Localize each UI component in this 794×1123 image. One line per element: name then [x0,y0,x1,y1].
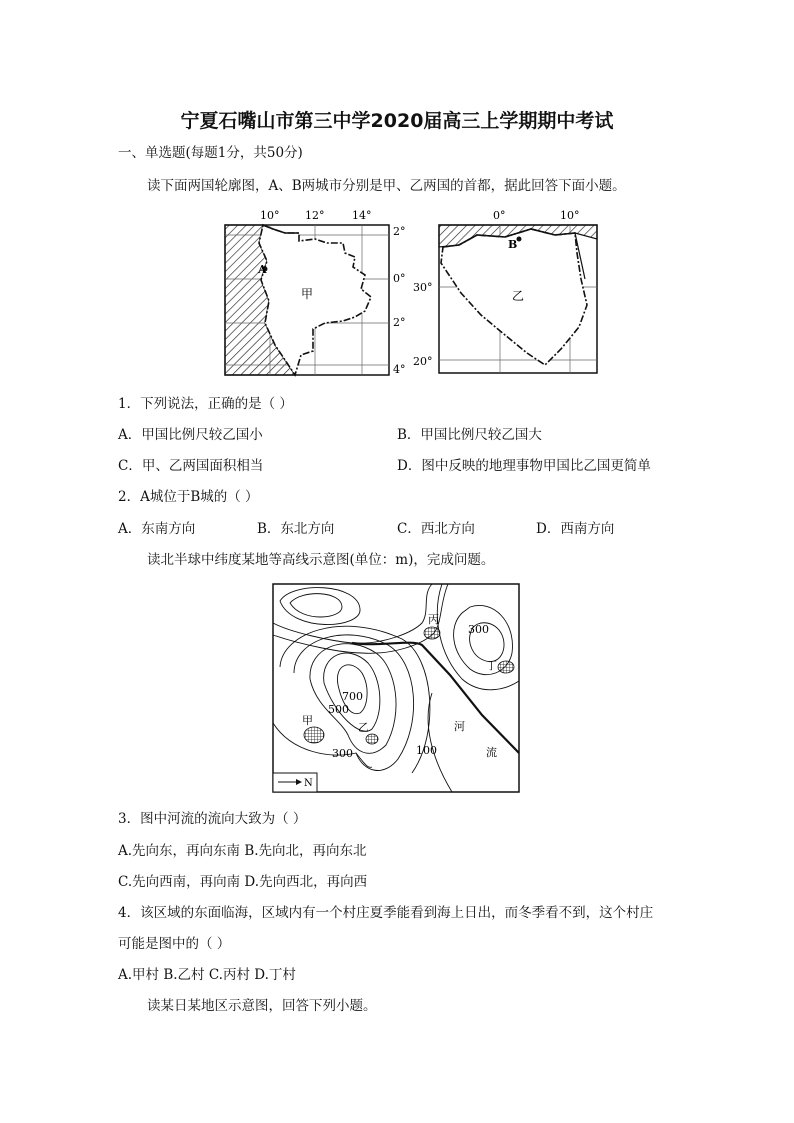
contour-label-300-east: 300 [468,623,489,636]
village-jia-label: 甲 [302,714,313,727]
city-b-label: B [508,238,518,251]
q3-stem: 3．图中河流的流向大致为（ ） [118,811,307,827]
lon-label-12: 12° [305,209,325,222]
q2-option-c: C．西北方向 [397,521,475,537]
lon-label-10e: 10° [560,209,580,222]
q1-option-b: B．甲国比例尺较乙国大 [397,427,542,443]
q1-stem: 1．下列说法，正确的是（ ） [118,396,293,412]
q1-option-d: D．图中反映的地理事物甲国比乙国更简单 [397,458,651,474]
contour-label-300-west: 300 [332,747,353,760]
lon-label-14: 14° [352,209,372,222]
contour-label-700: 700 [342,690,363,703]
village-bing-label: 丙 [428,613,439,626]
lon-label-10: 10° [260,209,280,222]
map-jia [225,209,406,376]
lat-label-20: 20° [413,355,433,368]
map-yi [413,209,597,373]
q4-options: A.甲村 B.乙村 C.丙村 D.丁村 [118,967,296,983]
lat-label-4s: 4° [393,363,406,376]
q4-stem-line2: 可能是图中的（ ） [118,936,231,952]
village-yi-label: 乙 [358,721,369,734]
intro-text-2: 读北半球中纬度某地等高线示意图(单位：m)，完成问题。 [147,552,495,568]
river-label-liu: 流 [486,746,497,759]
north-arrow-label: N [304,778,313,789]
q2-option-d: D．西南方向 [536,521,615,537]
city-a-label: A [258,263,267,276]
q2-option-b: B．东北方向 [257,521,335,537]
lon-label-0: 0° [493,209,506,222]
q3-options-ab: A.先向东，再向东南 B.先向北，再向东北 [118,843,367,859]
q2-stem: 2．A城位于B城的（ ） [118,489,259,505]
q1-option-c: C．甲、乙两国面积相当 [118,458,264,474]
contour-map [272,583,522,795]
river-label-he: 河 [454,720,465,733]
lat-label-0: 0° [393,272,406,285]
page-title: 宁夏石嘴山市第三中学2020届高三上学期期中考试 [180,110,614,132]
intro-text-3: 读某日某地区示意图，回答下列小题。 [147,998,377,1014]
country-outline-maps [215,205,625,380]
section-heading: 一、单选题(每题1分，共50分) [118,145,303,161]
contour-label-500: 500 [328,703,349,716]
q2-option-a: A．东南方向 [118,521,196,537]
q3-options-cd: C.先向西南，再向南 D.先向西北，再向西 [118,874,368,890]
q1-option-a: A．甲国比例尺较乙国小 [118,427,263,443]
lat-label-2s: 2° [393,316,406,329]
lat-label-2n: 2° [393,225,406,238]
village-ding-label: 丁 [486,659,497,672]
country-jia-label: 甲 [301,287,314,301]
q4-stem-line1: 4．该区域的东面临海，区域内有一个村庄夏季能看到海上日出，而冬季看不到，这个村庄 [118,905,654,921]
intro-text-1: 读下面两国轮廓图，A、B两城市分别是甲、乙两国的首都，据此回答下面小题。 [147,178,626,194]
lat-label-30: 30° [413,281,433,294]
contour-label-100: 100 [416,744,437,757]
country-yi-label: 乙 [512,289,525,303]
